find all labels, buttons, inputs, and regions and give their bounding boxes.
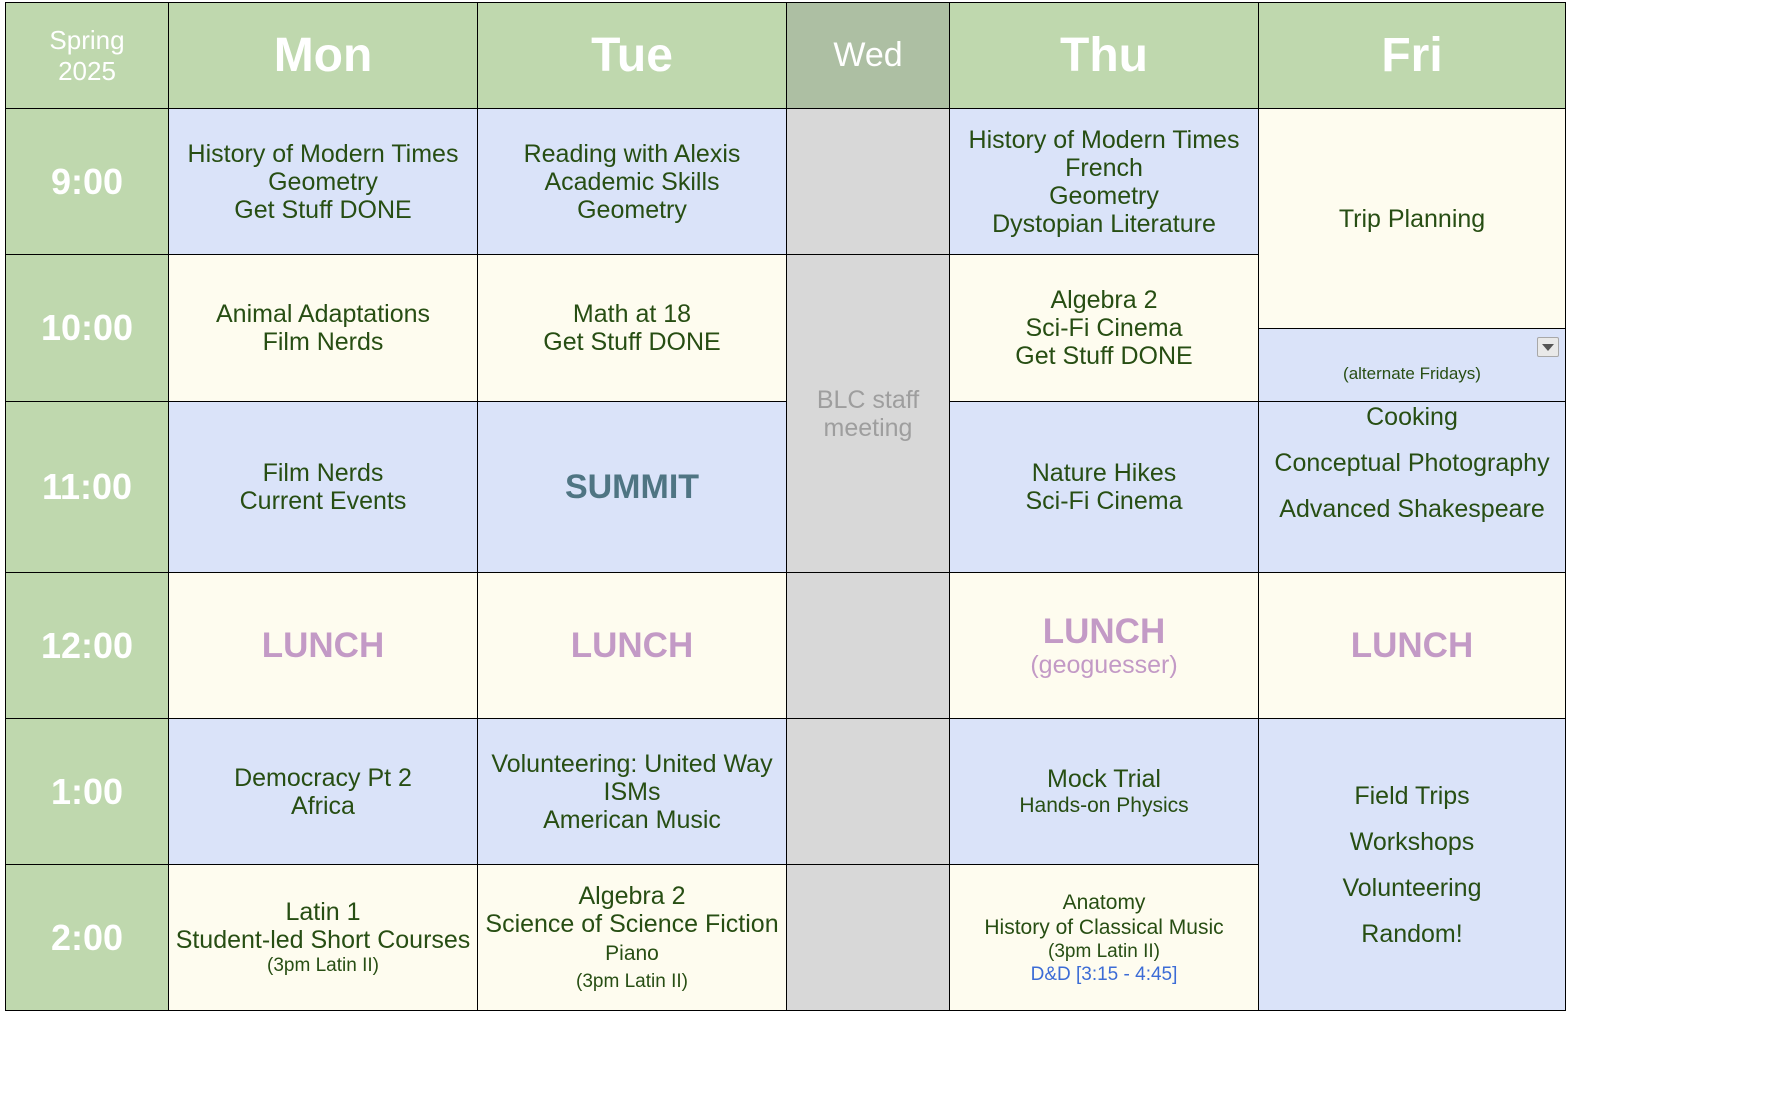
time-label-11[interactable]: 11:00	[6, 402, 169, 573]
class-name: Piano	[605, 941, 659, 965]
cell-wed-staff-meeting[interactable]	[787, 255, 950, 573]
cell-mon-9[interactable]	[169, 109, 478, 255]
cell-thu-10[interactable]	[950, 255, 1259, 402]
cell-tue-10[interactable]	[478, 255, 787, 402]
day-header-wed[interactable]: Wed	[787, 3, 950, 109]
class-note: (3pm Latin II)	[267, 954, 379, 976]
cell-fri-trip-planning[interactable]	[1259, 109, 1566, 402]
class-name: Volunteering	[1342, 873, 1482, 902]
cell-tue-9[interactable]	[478, 109, 787, 255]
class-name: Math at 18	[572, 300, 692, 328]
class-name: Latin 1	[285, 897, 361, 926]
fri-alternate-content	[1259, 362, 1565, 532]
cell-fri-12[interactable]	[1259, 573, 1566, 719]
cell-tue-1[interactable]	[478, 719, 787, 865]
lunch-label: LUNCH	[1350, 625, 1474, 665]
time-label-1[interactable]: 1:00	[6, 719, 169, 865]
class-name: ISMs	[603, 777, 661, 806]
class-name: Film Nerds	[262, 328, 384, 356]
class-name: Conceptual Photography	[1274, 449, 1550, 477]
cell-wed-12[interactable]	[787, 573, 950, 719]
day-header-mon[interactable]: Mon	[169, 3, 478, 109]
term-season: Spring	[49, 24, 125, 55]
class-name: Volunteering: United Way	[491, 749, 773, 778]
fri-morning-split	[1259, 109, 1565, 401]
term-header[interactable]	[6, 3, 169, 109]
meeting-label: BLC staff	[816, 385, 920, 414]
class-name: Algebra 2	[1050, 286, 1158, 314]
cell-wed-2[interactable]	[787, 865, 950, 1011]
class-name: Anatomy	[1062, 890, 1146, 914]
alternate-note: (alternate Fridays)	[1343, 364, 1481, 383]
cell-tue-11[interactable]	[478, 402, 787, 573]
cell-fri-alternate[interactable]	[1259, 364, 1566, 573]
day-header-fri[interactable]: Fri	[1259, 3, 1566, 109]
lunch-label: LUNCH	[1042, 611, 1166, 651]
cell-wed-1[interactable]	[787, 719, 950, 865]
dnd-link[interactable]: D&D [3:15 - 4:45]	[1030, 963, 1178, 985]
class-name: Science of Science Fiction	[485, 909, 779, 938]
class-name: Nature Hikes	[1031, 459, 1177, 487]
class-name: American Music	[543, 805, 721, 834]
cell-mon-10[interactable]	[169, 255, 478, 402]
cell-tue-12[interactable]	[478, 573, 787, 719]
lunch-note: (geoguesser)	[1030, 650, 1178, 679]
class-name: Geometry	[577, 195, 687, 224]
cell-thu-12[interactable]	[950, 573, 1259, 719]
dropdown-arrow-icon[interactable]	[1537, 337, 1559, 357]
class-name: Get Stuff DONE	[1015, 342, 1193, 370]
class-name: Animal Adaptations	[215, 300, 431, 328]
cell-tue-2[interactable]	[478, 865, 787, 1011]
class-name: Reading with Alexis	[523, 139, 741, 168]
time-label-12[interactable]: 12:00	[6, 573, 169, 719]
class-name: Dystopian Literature	[992, 209, 1216, 238]
class-name: French	[1065, 153, 1143, 182]
class-name: Current Events	[239, 487, 407, 515]
day-header-tue[interactable]: Tue	[478, 3, 787, 109]
class-name: Cooking	[1366, 403, 1458, 431]
class-name: Field Trips	[1354, 781, 1470, 810]
time-label-9[interactable]: 9:00	[6, 109, 169, 255]
lunch-label: LUNCH	[261, 625, 385, 665]
class-name: Get Stuff DONE	[543, 328, 721, 356]
class-name: Random!	[1361, 919, 1463, 948]
class-name: Geometry	[1049, 181, 1159, 210]
class-name: Film Nerds	[262, 459, 384, 487]
class-name: History of Modern Times	[968, 125, 1240, 154]
cell-wed-9[interactable]	[787, 109, 950, 255]
cell-thu-2[interactable]	[950, 865, 1259, 1011]
class-name: History of Classical Music	[984, 915, 1224, 939]
class-name: Workshops	[1349, 827, 1475, 856]
class-note: (3pm Latin II)	[1048, 940, 1160, 962]
fri-trip-planning-block[interactable]	[1259, 109, 1565, 328]
time-label-10[interactable]: 10:00	[6, 255, 169, 402]
schedule-sheet	[5, 2, 1566, 1011]
schedule-table	[5, 2, 1566, 1011]
class-name: History of Modern Times	[187, 139, 459, 168]
class-name: Algebra 2	[578, 881, 686, 910]
class-name: Academic Skills	[544, 167, 720, 196]
class-name: Get Stuff DONE	[234, 195, 412, 224]
day-header-thu[interactable]: Thu	[950, 3, 1259, 109]
time-label-2[interactable]: 2:00	[6, 865, 169, 1011]
cell-thu-11[interactable]	[950, 402, 1259, 573]
cell-thu-1[interactable]	[950, 719, 1259, 865]
class-name: Africa	[291, 791, 355, 820]
cell-mon-11[interactable]	[169, 402, 478, 573]
class-name: Advanced Shakespeare	[1279, 495, 1545, 523]
class-name: Geometry	[268, 167, 378, 196]
cell-fri-afternoon[interactable]	[1259, 719, 1566, 1011]
term-year: 2025	[58, 55, 116, 86]
cell-mon-1[interactable]	[169, 719, 478, 865]
meeting-label: meeting	[823, 413, 913, 442]
class-name: Student-led Short Courses	[175, 925, 471, 954]
class-note: (3pm Latin II)	[576, 970, 688, 992]
cell-thu-9[interactable]	[950, 109, 1259, 255]
summit-label: SUMMIT	[564, 467, 700, 506]
class-name: Democracy Pt 2	[234, 763, 412, 792]
lunch-label: LUNCH	[570, 625, 694, 665]
class-name: Sci-Fi Cinema	[1025, 314, 1183, 342]
class-name: Trip Planning	[1338, 204, 1486, 233]
class-name: Sci-Fi Cinema	[1025, 487, 1183, 515]
class-name: Mock Trial	[1047, 764, 1161, 793]
cell-mon-2[interactable]	[169, 865, 478, 1011]
class-name: Hands-on Physics	[1019, 793, 1189, 817]
cell-mon-12[interactable]	[169, 573, 478, 719]
